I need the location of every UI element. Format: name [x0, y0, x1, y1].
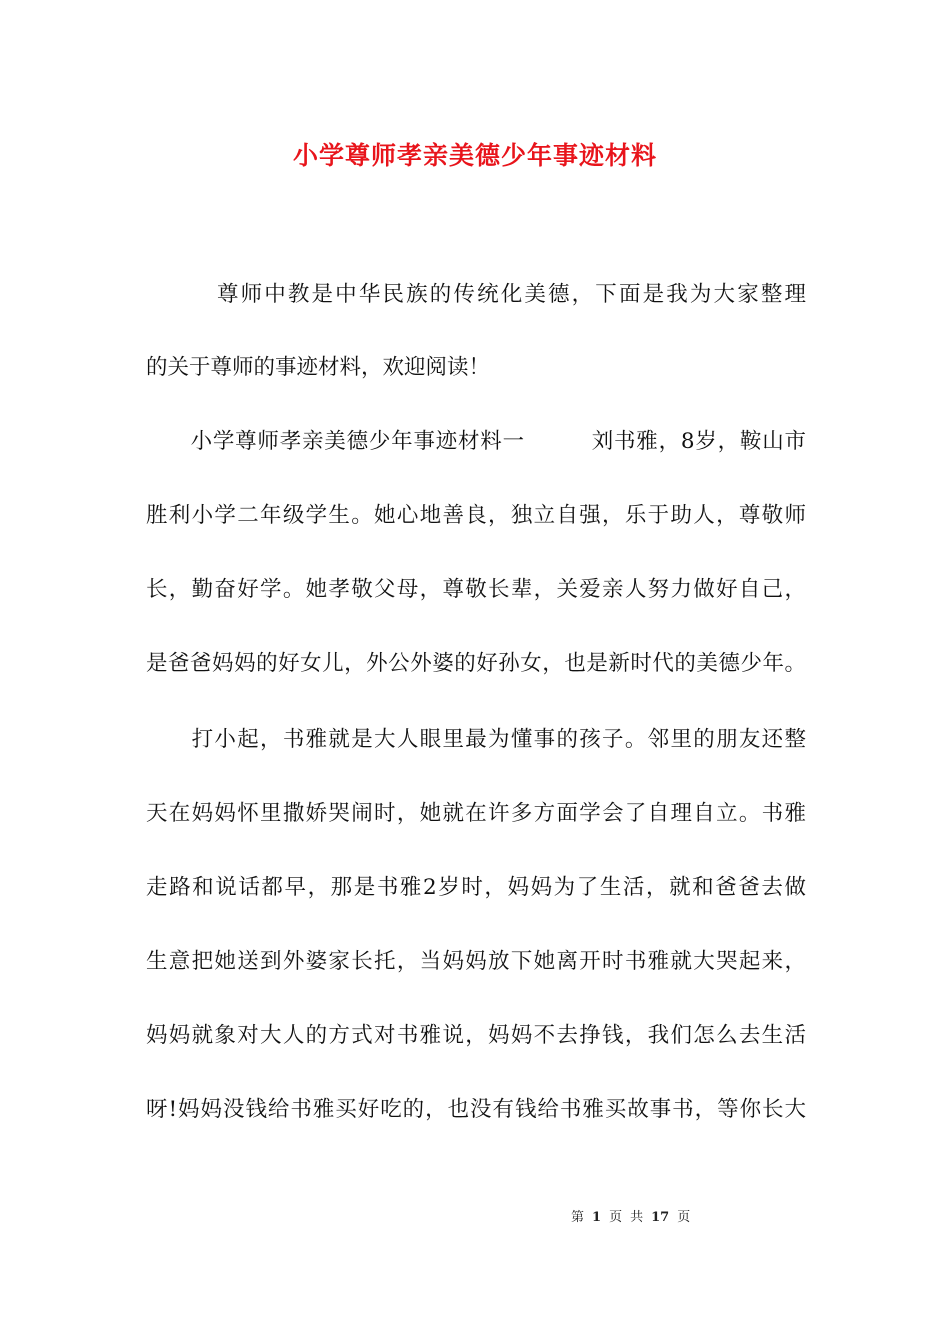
paragraph-line-6: 是爸爸妈妈的好女儿，外公外婆的好孙女，也是新时代的美德少年。	[146, 651, 806, 676]
footer-suffix: 页	[677, 1210, 691, 1225]
paragraph-line-11: 妈妈就象对大人的方式对书雅说，妈妈不去挣钱，我们怎么去生活	[146, 1023, 806, 1048]
paragraph-line-4: 胜利小学二年级学生。她心地善良，独立自强，乐于助人，尊敬师	[146, 503, 806, 528]
footer-page-number: 1	[592, 1210, 602, 1225]
footer-prefix: 第	[571, 1210, 585, 1225]
paragraph-line-12: 呀!妈妈没钱给书雅买好吃的，也没有钱给书雅买故事书，等你长大	[146, 1097, 806, 1122]
footer-total-pages: 17	[651, 1210, 670, 1225]
paragraph-line-9: 走路和说话都早，那是书雅2岁时，妈妈为了生活，就和爸爸去做	[146, 875, 806, 900]
footer-total-word: 共	[630, 1210, 644, 1225]
paragraph-line-8: 天在妈妈怀里撒娇哭闹时，她就在许多方面学会了自理自立。书雅	[146, 801, 806, 826]
paragraph-line-2: 的关于尊师的事迹材料，欢迎阅读！	[146, 355, 491, 380]
paragraph-line-1: 尊师中教是中华民族的传统化美德，下面是我为大家整理	[146, 282, 806, 307]
paragraph-line-5: 长，勤奋好学。她孝敬父母，尊敬长辈，关爱亲人努力做好自己，	[146, 577, 806, 602]
footer-page-word: 页	[609, 1210, 623, 1225]
paragraph-line-10: 生意把她送到外婆家长托，当妈妈放下她离开时书雅就大哭起来，	[146, 949, 806, 974]
paragraph-line-7: 打小起，书雅就是大人眼里最为懂事的孩子。邻里的朋友还整	[146, 727, 806, 752]
document-title: 小学尊师孝亲美德少年事迹材料	[292, 141, 657, 170]
paragraph-line-3: 小学尊师孝亲美德少年事迹材料一 刘书雅，8岁，鞍山市	[146, 429, 806, 454]
